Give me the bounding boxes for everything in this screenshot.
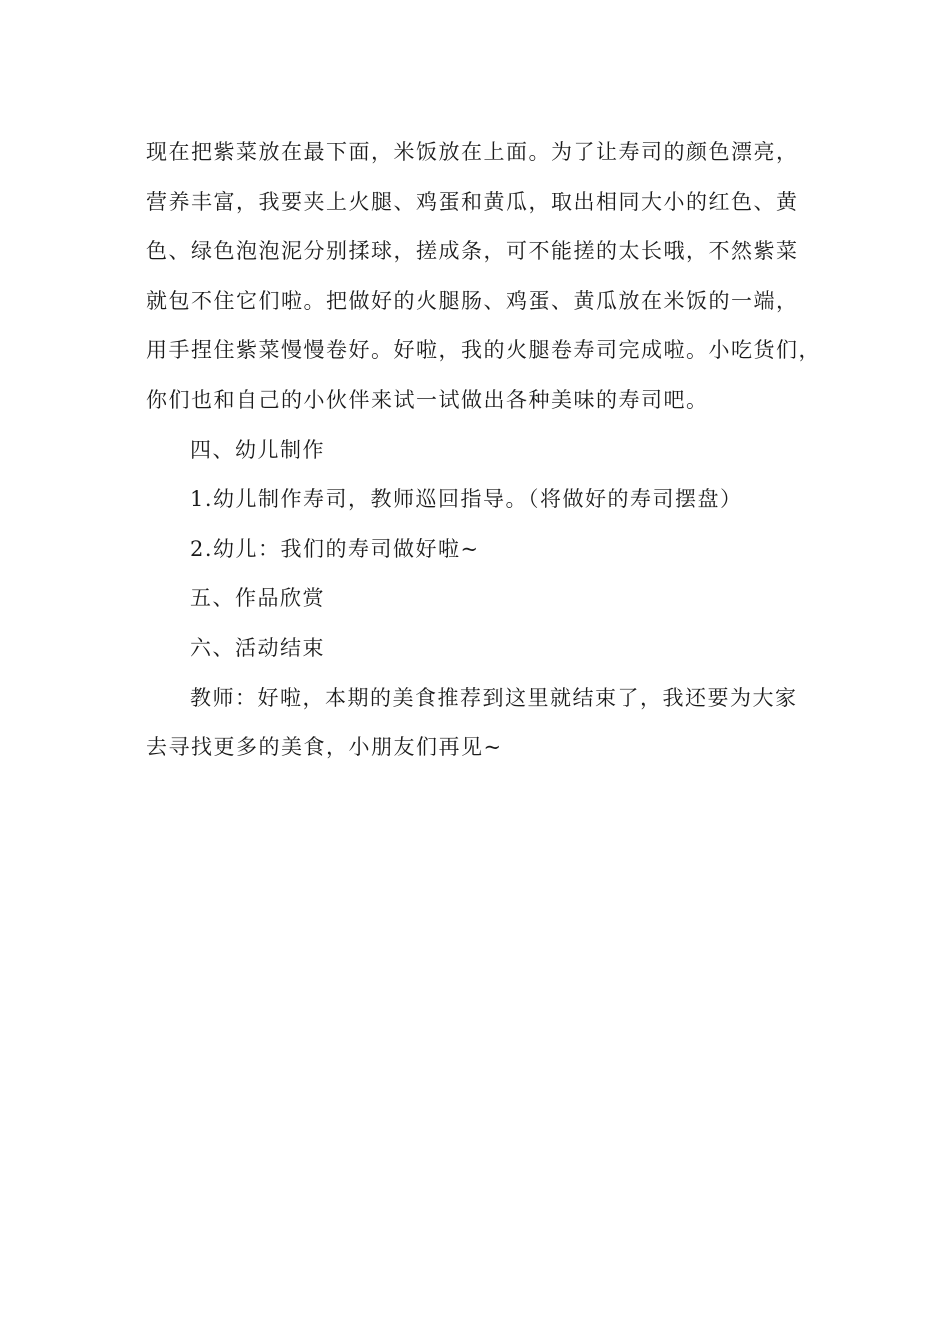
paragraph-line: 用手捏住紫菜慢慢卷好。好啦，我的火腿卷寿司完成啦。小吃货们， bbox=[146, 338, 821, 363]
step-item-1: 1.幼儿制作寿司，教师巡回指导。（将做好的寿司摆盘） bbox=[190, 487, 743, 512]
closing-line: 去寻找更多的美食，小朋友们再见~ bbox=[146, 735, 503, 760]
paragraph-line: 现在把紫菜放在最下面，米饭放在上面。为了让寿司的颜色漂亮， bbox=[146, 140, 799, 164]
paragraph-line: 你们也和自己的小伙伴来试一试做出各种美味的寿司吧。 bbox=[146, 387, 709, 412]
section-heading-activity-end: 六、活动结束 bbox=[190, 635, 325, 660]
paragraph-line: 营养丰富，我要夹上火腿、鸡蛋和黄瓜，取出相同大小的红色、黄 bbox=[146, 189, 799, 214]
section-heading-child-making: 四、幼儿制作 bbox=[190, 437, 325, 462]
paragraph-line: 色、绿色泡泡泥分别揉球，搓成条，可不能搓的太长哦，不然紫菜 bbox=[146, 239, 799, 264]
paragraph-line: 就包不住它们啦。把做好的火腿肠、鸡蛋、黄瓜放在米饭的一端， bbox=[146, 288, 799, 313]
document-body bbox=[146, 128, 846, 773]
closing-line: 教师：好啦，本期的美食推荐到这里就结束了，我还要为大家 bbox=[190, 685, 798, 710]
step-item-2: 2.幼儿：我们的寿司做好啦~ bbox=[190, 536, 480, 561]
section-heading-appreciation: 五、作品欣赏 bbox=[190, 586, 325, 611]
